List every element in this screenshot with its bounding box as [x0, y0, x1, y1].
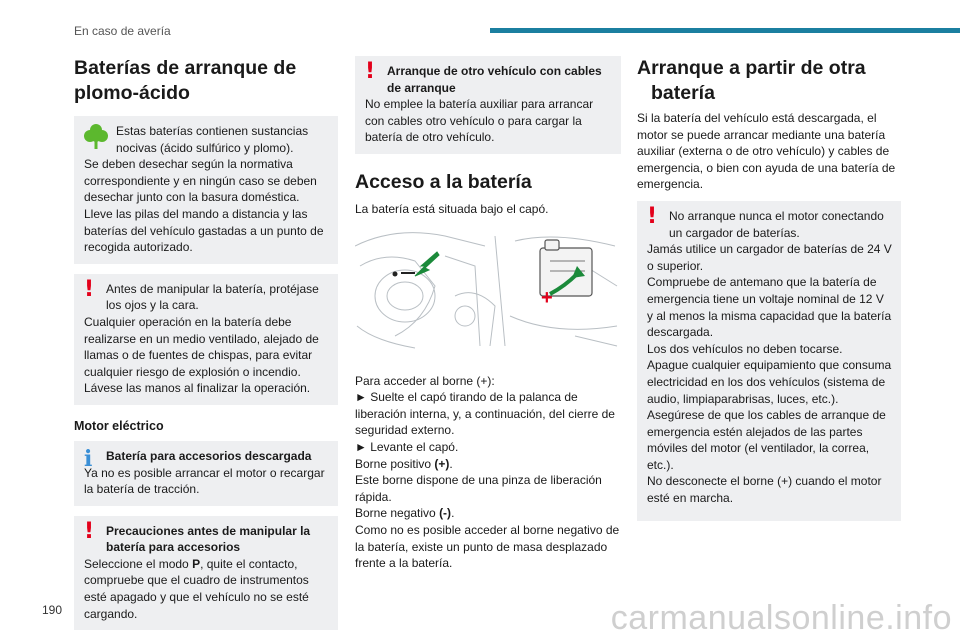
positive-sign: (+) — [434, 456, 450, 471]
section-title-battery-access: Acceso a la batería — [355, 170, 532, 193]
info-title: Batería para accesorios descargada — [106, 448, 312, 463]
title-line: batería — [651, 82, 715, 104]
warning-charger-p5: Asegúrese de que los cables de arranque de emergencia estén alejados de las partes móviles del motor (el ventilador, la correa, etc.). — [647, 408, 886, 472]
warning-icon: ! — [84, 518, 95, 544]
warning-box-precautions — [74, 516, 338, 631]
negative-terminal-text: Como no es posible acceder al borne negativo de la batería, existe un punto de masa desplazado frente a la batería. — [355, 522, 620, 571]
warning-charger-p1: Jamás utilice un cargador de baterías de 24 V o superior. — [647, 242, 892, 273]
engine-bay-illustration — [355, 226, 619, 354]
warning-icon: ! — [365, 59, 376, 84]
column-3 — [637, 56, 901, 521]
warning-box-eyes — [74, 274, 338, 405]
warning-precautions-text — [84, 556, 330, 622]
jumpstart-intro-text: Si la batería del vehículo está descargada, el motor se puede arrancar mediante una batería auxiliar (externa o de otro vehículo) y cables de emergencia, o bien con ayuda de una batería de emergencia. — [637, 111, 896, 192]
info-text: Ya no es posible arrancar el motor o recargar la batería de tracción. — [84, 465, 325, 497]
watermark-text: carmanualsonline.info — [610, 599, 952, 637]
warning-eyes-text: Cualquier operación en la batería debe realizarse en un medio ventilado, alejado de llamas o de fuentes de chispas, para evitar cualquier riesgo de explosión o incendio. Lávese las manos al finalizar la operación. — [84, 314, 319, 396]
warning-jumpstart-title: Arranque de otro vehículo con cables de arranque — [387, 64, 602, 95]
warning-charger-p6: No desconecte el borne (+) cuando el motor esté en marcha. — [647, 474, 882, 506]
page-number: 190 — [42, 603, 63, 617]
negative-sign: (-) — [439, 506, 452, 521]
column-1 — [74, 56, 338, 630]
motor-electric-heading: Motor eléctrico — [74, 418, 164, 433]
eco-note-text: Se deben desechar según la normativa correspondiente y en ningún caso se deben desechar junto con la basura doméstica. Lleve las pilas del mando a distancia y las baterías del vehículo gastadas a un punto de recogida autorizado. — [84, 157, 324, 255]
warning-charger-p4: Apague cualquier equipamiento que consuma electricidad en los dos vehículos (sistema de audio, limpiaparabrisas, luces, etc.). — [647, 358, 892, 406]
section-title-lead-acid: Baterías de arranque de plomo-ácido — [74, 57, 297, 104]
text-fragment: Seleccione el modo — [84, 556, 193, 571]
warning-charger-p3: Los dos vehículos no deben tocarse. — [647, 341, 843, 356]
eco-note-lead: Estas baterías contienen sustancias nocivas (ácido sulfúrico y plomo). — [116, 124, 309, 155]
warning-precautions-title: Precauciones antes de manipular la batería para accesorios — [106, 523, 311, 555]
warning-box-charger — [637, 201, 901, 521]
text-fragment: , quite el contacto, compruebe que el cuadro de instrumentos esté apagado y que el vehículo no se esté cargando. — [84, 556, 309, 621]
warning-charger-lead: No arranque nunca el motor conectando un cargador de baterías. — [669, 208, 884, 240]
text-fragment: Borne positivo — [355, 456, 435, 471]
warning-icon: ! — [84, 276, 95, 302]
svg-text:+: + — [541, 286, 553, 309]
positive-terminal-text: Este borne dispone de una pinza de liberación rápida. — [355, 473, 602, 504]
positive-terminal-label: Borne positivo (+). — [355, 456, 453, 471]
info-box-accessory-battery — [74, 441, 338, 506]
section-title-jumpstart — [637, 56, 901, 106]
terminal-access-label: Para acceder al borne (+): — [355, 373, 495, 388]
info-icon: i — [84, 445, 93, 472]
step-release-hood: ► Suelte el capó tirando de la palanca de liberación interna, y, a continuación, del cierre de seguridad externo. — [355, 390, 615, 438]
header-accent-bar — [490, 28, 960, 33]
title-line: Arranque a partir de otra — [637, 57, 866, 79]
warning-eyes-lead: Antes de manipular la batería, protéjase los ojos y la cara. — [106, 281, 319, 313]
warning-icon: ! — [647, 203, 658, 229]
section-header: En caso de avería — [74, 24, 171, 38]
warning-charger-p2: Compruebe de antemano que la batería de emergencia tiene un voltaje nominal de 12 V y al menos la misma capacidad que la batería descargada. — [647, 275, 892, 340]
warning-jumpstart-text: No emplee la batería auxiliar para arrancar con cables otro vehículo o para cargar la batería de otro vehículo. — [365, 97, 594, 145]
warning-box-jumpstart — [355, 56, 621, 154]
negative-terminal-label: Borne negativo (-). — [355, 506, 455, 521]
text-fragment: Borne negativo — [355, 506, 440, 521]
mode-p-label: P — [192, 556, 201, 571]
eco-icon — [84, 123, 108, 154]
eco-note-box — [74, 116, 338, 264]
column-2 — [355, 56, 621, 572]
battery-location-text: La batería está situada bajo el capó. — [355, 201, 549, 216]
step-raise-hood: ► Levante el capó. — [355, 439, 459, 454]
